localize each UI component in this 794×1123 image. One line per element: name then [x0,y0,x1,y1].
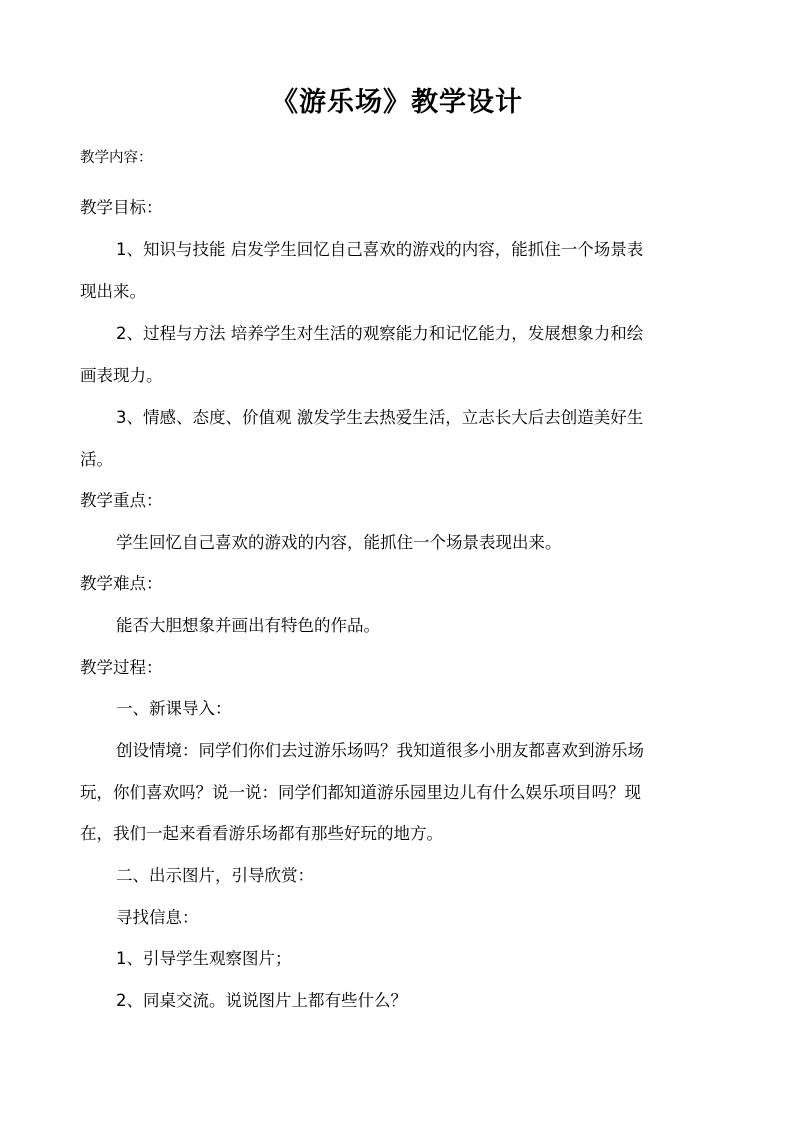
step-1-line-3: 在，我们一起来看看游乐场都有那些好玩的地方。 [80,824,443,843]
difficulty-text: 能否大胆想象并画出有特色的作品。 [116,616,380,635]
content-label: 教学内容： [80,150,153,166]
goal-2-line-1: 2、过程与方法 培养学生对生活的观察能力和记忆能力，发展想象力和绘 [116,324,644,343]
key-text: 学生回忆自己喜欢的游戏的内容，能抓住一个场景表现出来。 [116,533,562,552]
step-2-heading: 二、出示图片，引导欣赏： [116,866,314,885]
process-label: 教学过程： [80,658,163,677]
goals-label: 教学目标： [80,198,163,217]
goal-2-line-2: 画表现力。 [80,366,163,385]
key-label: 教学重点： [80,491,163,510]
step-2-item-2: 2、同桌交流。说说图片上都有些什么？ [116,991,407,1010]
step-1-line-2: 玩，你们喜欢吗？说一说：同学们都知道游乐园里边儿有什么娱乐项目吗？现 [80,783,641,802]
goal-3-line-2: 活。 [80,450,113,469]
step-1-line-1: 创设情境：同学们你们去过游乐场吗？我知道很多小朋友都喜欢到游乐场 [116,741,644,760]
goal-1-line-2: 现出来。 [80,282,146,301]
step-1-heading: 一、新课导入： [116,699,232,718]
step-2-item-1: 1、引导学生观察图片； [116,949,292,968]
page-title: 《游乐场》教学设计 [271,87,523,118]
goal-3-line-1: 3、情感、态度、价值观 激发学生去热爱生活，立志长大后去创造美好生 [116,408,644,427]
difficulty-label: 教学难点： [80,574,163,593]
goal-1-line-1: 1、知识与技能 启发学生回忆自己喜欢的游戏的内容，能抓住一个场景表 [116,240,644,259]
step-2-subheading: 寻找信息： [116,908,199,927]
